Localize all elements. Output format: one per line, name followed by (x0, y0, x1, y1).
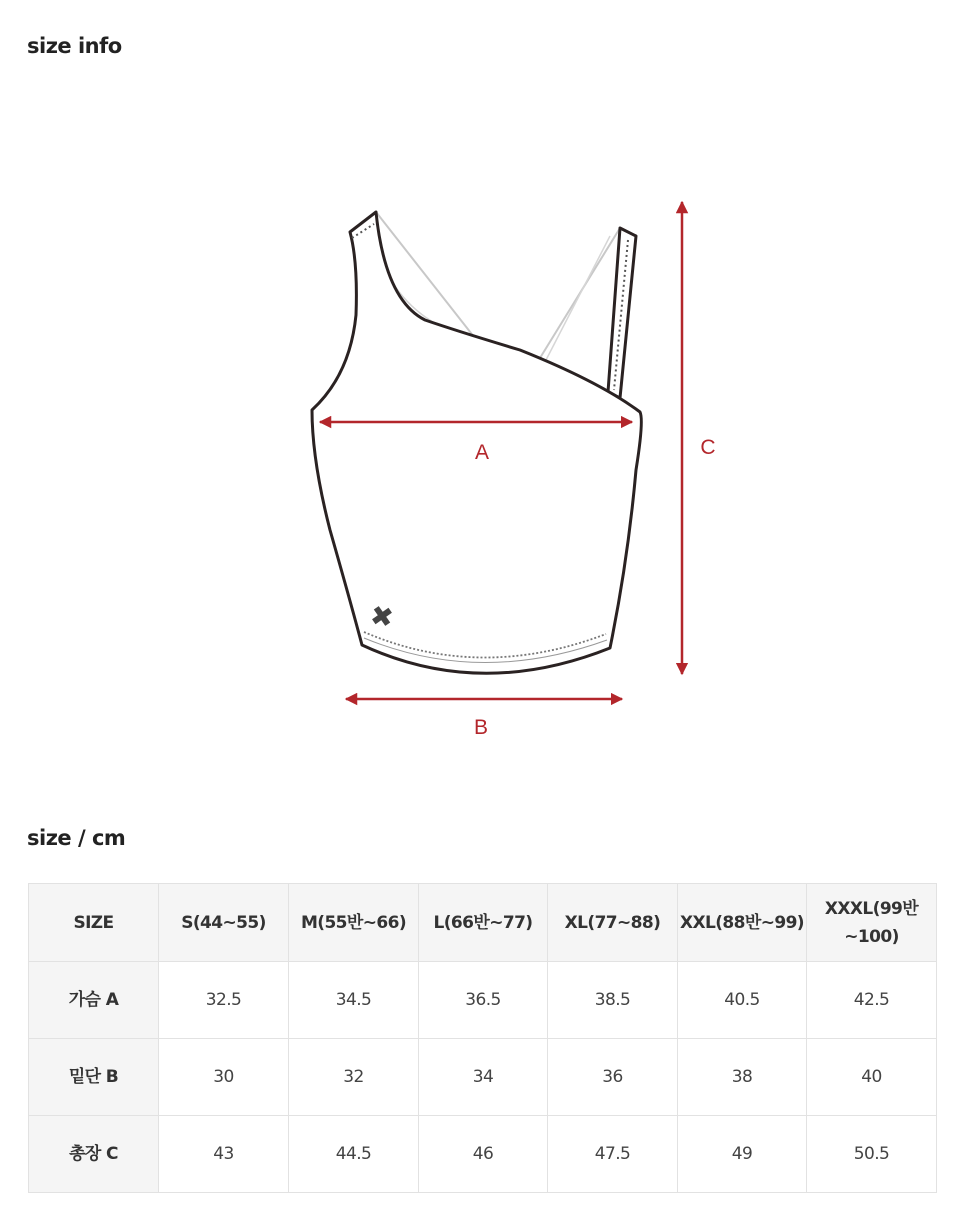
table-cell: 42.5 (807, 962, 937, 1039)
back-strap-right (540, 228, 620, 360)
table-cell: 50.5 (807, 1116, 937, 1193)
table-cell: 47.5 (548, 1116, 678, 1193)
table-cell: 40 (807, 1039, 937, 1116)
table-cell: 46 (419, 1116, 548, 1193)
table-cell: 36 (548, 1039, 678, 1116)
size-table (28, 883, 937, 1193)
table-cell: 30 (159, 1039, 289, 1116)
table-cell: 34 (419, 1039, 548, 1116)
table-cell: 43 (159, 1116, 289, 1193)
table-cell: 32.5 (159, 962, 289, 1039)
table-cell: 34.5 (289, 962, 419, 1039)
size-info-heading: size info (27, 34, 122, 58)
table-row (29, 1039, 937, 1116)
garment-diagram (0, 180, 960, 760)
table-cell: 40.5 (678, 962, 807, 1039)
table-cell: 49 (678, 1116, 807, 1193)
table-cell: 38.5 (548, 962, 678, 1039)
label-b: B (473, 716, 489, 739)
size-unit-heading: size / cm (27, 826, 126, 850)
table-row (29, 962, 937, 1039)
label-c: C (700, 436, 716, 459)
table-cell: 44.5 (289, 1116, 419, 1193)
header-col: M(55반~66) (289, 884, 419, 962)
row-label: 총장 C (29, 1116, 159, 1193)
table-row (29, 1116, 937, 1193)
right-strap (608, 228, 636, 398)
row-label: 밑단 B (29, 1039, 159, 1116)
table-cell: 36.5 (419, 962, 548, 1039)
header-col: XL(77~88) (548, 884, 678, 962)
table-header-row (29, 884, 937, 962)
row-label: 가슴 A (29, 962, 159, 1039)
header-size: SIZE (29, 884, 159, 962)
label-a: A (474, 441, 490, 464)
header-col: XXL(88반~99) (678, 884, 807, 962)
header-col: S(44~55) (159, 884, 289, 962)
table-cell: 38 (678, 1039, 807, 1116)
table-cell: 32 (289, 1039, 419, 1116)
header-col: XXXL(99반~100) (807, 884, 937, 962)
header-col: L(66반~77) (419, 884, 548, 962)
